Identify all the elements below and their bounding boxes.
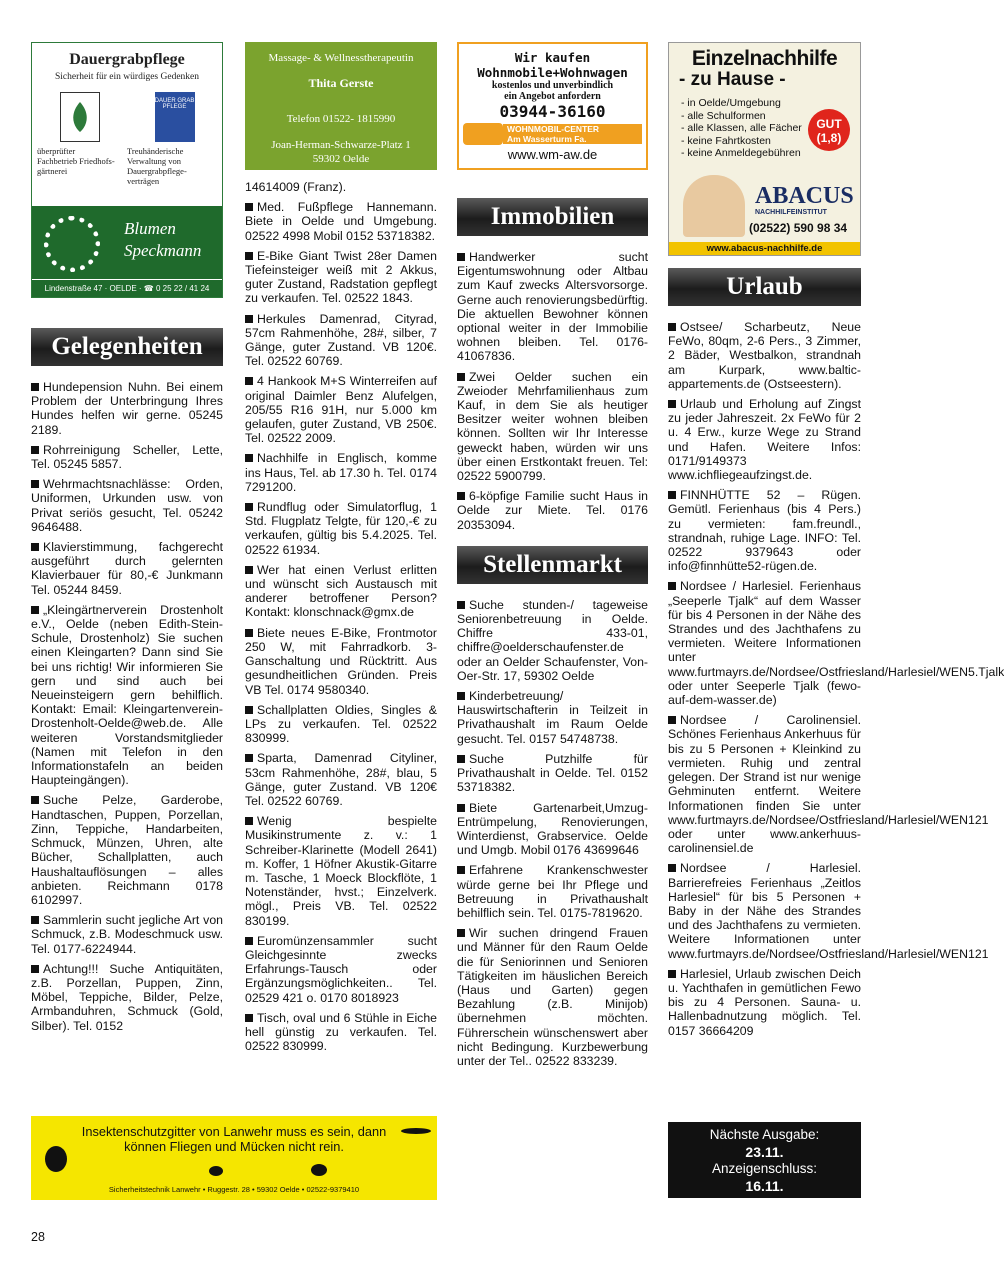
classified-ad — [668, 579, 1004, 708]
classified-ad — [245, 249, 437, 306]
section-heading-stellenmarkt: Stellenmarkt — [457, 546, 648, 584]
classified-ad — [668, 967, 861, 1038]
classified-text: Handwerker sucht Eigentumswohnung oder Altbau zum Kauf zwecks Altersvorsorge. Gerne auch renovierungsbedürftig. Die aktuellen Bewohner können optional weiter in der Immobilie wohnen bleiben. Tel. 0176-41067836. — [457, 250, 648, 364]
wreath-icon — [44, 216, 100, 272]
classified-ad — [457, 863, 648, 920]
classified-ad — [457, 598, 648, 683]
ad-name: Thita Gerste — [308, 76, 374, 90]
ad-col1: überprüfter Fachbetrieb Friedhofs-gärtnerei — [37, 146, 115, 176]
bullet-square-icon — [457, 929, 465, 937]
ad-insektenschutz — [31, 1116, 437, 1200]
column-1 — [31, 322, 223, 1039]
deadline-label: Anzeigenschluss: — [711, 1161, 818, 1176]
bullet-square-icon — [31, 606, 39, 614]
classified-text: Harlesiel, Urlaub zwischen Deich u. Yachthafen in gemütlichen Fewo bis zu 4 Personen. Sauna- u. Hallenbadnutzung möglich. Tel. 0157 36664209 — [668, 966, 861, 1038]
classified-ad — [668, 488, 861, 573]
bullet-square-icon — [668, 400, 676, 408]
ad-title: Dauergrabpflege — [69, 51, 185, 68]
classified-ad — [457, 489, 648, 532]
classified-text: Suche Putzhilfe für Privathaushalt in Oelde. Tel. 0152 53718382. — [457, 751, 648, 795]
bullet-square-icon — [457, 755, 465, 763]
ad-text: Insektenschutzgitter von Lanwehr muss es sein, dann können Fliegen und Mücken nicht rein. — [81, 1124, 387, 1154]
classified-text: Rundflug oder Simulatorflug, 1 Std. Flugplatz Telgte, für 120,-€ zu verkaufen, gültig bis 5.4.2025. Tel. 02522 61934. — [245, 500, 437, 557]
classified-ad — [245, 703, 437, 746]
ad-url: www.abacus-nachhilfe.de — [669, 242, 860, 255]
bullet-square-icon — [245, 315, 253, 323]
classified-text: E-Bike Giant Twist 28er Damen Tiefeinsteiger weiß mit 2 Akkus, guter Zustand, Radstation gepflegt zu verkaufen. Tel. 02522 1843. — [245, 248, 437, 306]
bullet-square-icon — [245, 566, 253, 574]
classified-text: Urlaub und Erholung auf Zingst zu jeder Jahreszeit. 2x FeWo für 2 u. 4 Erw., kurze Wege zu Strand und Hafen. Weitere Infos: 0171/9149373 www.ichfliegeaufzingst.de. — [668, 397, 861, 483]
bullet-square-icon — [245, 706, 253, 714]
ad-col2: Treuhänderische Verwaltung von Dauergrabpflege-verträgen — [127, 146, 187, 186]
ad-phone: (02522) 590 98 34 — [749, 221, 848, 235]
classified-ad — [245, 934, 437, 1005]
classified-ad — [245, 312, 437, 369]
classified-ad — [668, 397, 861, 482]
bullet-square-icon — [668, 323, 676, 331]
ad-line4: ein Angebot anfordern — [504, 91, 601, 102]
column-4 — [668, 262, 1004, 1044]
ad-line3: kostenlos und unverbindlich — [491, 80, 614, 91]
ad-url: www.wm-aw.de — [459, 147, 646, 162]
classified-text: Nordsee / Carolinensiel. Schönes Ferienhaus Ankerhuus für bis zu 5 Personen + Kleinkind zu vermieten. Ruhig und zentral gelegen. Der Strand ist nur wenige Gehminuten entfernt. Weitere Informationen finden Sie unter www.furtmayrs.de/Nordsee/Ostfriesland/Harlesiel/WEN121 oder unter www.ankerhuus-carolinensiel.de — [668, 713, 989, 856]
classified-text: Hundepension Nuhn. Bei einem Problem der Unterbringung Ihres Hundes helfen wir gerne. 05245 2189. — [31, 380, 223, 437]
classified-text: Suche Pelze, Garderobe, Handtaschen, Puppen, Porzellan, Zinn, Teppiche, Handarbeiten, Schmuck, Münzen, Uhren, alte Bücher, Schallplatten, auch Haushaltauflösungen – alles anbieten. Reichmann 0178 6102997. — [31, 793, 223, 907]
bullet-square-icon — [457, 601, 465, 609]
classified-text: Achtung!!! Suche Antiquitäten, z.B. Porzellan, Puppen, Zinn, Möbel, Teppiche, Bilder, Pelze, Armbanduhren, Schmuck (Gold, Silber). Tel. 0152 — [31, 961, 223, 1033]
list-item: - alle Schulformen — [681, 109, 766, 122]
bullet-square-icon — [245, 252, 253, 260]
classified-continued: 14614009 (Franz). — [245, 180, 347, 194]
classified-text: 6-köpfige Familie sucht Haus in Oelde zur Miete. Tel. 0176 20353094. — [457, 489, 648, 532]
bullet-square-icon — [31, 480, 39, 488]
fly-icon — [45, 1146, 67, 1172]
ad-wohnmobile — [457, 42, 648, 170]
next-issue-box — [668, 1122, 861, 1198]
ad-brand: ABACUS — [755, 183, 854, 209]
bullet-square-icon — [245, 1014, 253, 1022]
ad-brand-sub: NACHHILFEINSTITUT — [755, 209, 827, 216]
column-2 — [245, 180, 437, 1059]
classified-ad — [668, 320, 861, 391]
bullet-square-icon — [245, 937, 253, 945]
ad-brand2: Am Wasserturm Fa. — [507, 134, 587, 144]
classified-ad — [31, 477, 223, 534]
ad-dauergrabpflege — [31, 42, 223, 298]
classified-ad — [245, 1011, 437, 1054]
classified-text: Suche stunden-/ tageweise Seniorenbetreuung in Oelde. Chiffre 433-01, chiffre@oelderschaufenster.de oder an Oelder Schaufenster, Von-Oer-Str. 17, 59302 Oelde — [457, 597, 648, 683]
classified-ad — [245, 374, 437, 445]
classifieds-list — [457, 598, 648, 1068]
list-item: - keine Fahrtkosten — [681, 134, 771, 147]
classified-text: Herkules Damenrad, Cityrad, 57cm Rahmenhöhe, 28#, silber, 7 Gänge, guter Zustand. VB 120€. Tel. 02522 60769. — [245, 311, 437, 369]
fly-icon — [209, 1166, 223, 1176]
classified-text: Med. Fußpflege Hannemann. Biete in Oelde und Umgebung. 02522 4998 Mobil 0152 53718382. — [245, 200, 437, 243]
ad-city: 59302 Oelde — [312, 153, 370, 165]
ad-massage — [245, 42, 437, 170]
bullet-square-icon — [31, 543, 39, 551]
classifieds-list — [31, 380, 223, 1033]
classified-ad — [245, 200, 437, 243]
classified-text: Tisch, oval und 6 Stühle in Eiche hell günstig zu verkaufen. Tel. 02522 830999. — [245, 1010, 437, 1054]
classified-ad — [457, 926, 648, 1068]
classified-text: Wer hat einen Verlust erlitten und wünscht sich Austausch mit anderer betroffener Person? Kontakt: klonschnack@gmx.de — [245, 562, 437, 620]
classified-text: Ostsee/ Scharbeutz, Neue FeWo, 80qm, 2-6 Pers., 3 Zimmer, 2 Bäder, Westbalkon, strandnah am Kurpark, www.baltic-appartements.de (Ostseestern). — [668, 320, 861, 391]
section-heading-gelegenheiten: Gelegenheiten — [31, 328, 223, 366]
ad-address: Lindenstraße 47 · OELDE · ☎ 0 25 22 / 41 24 — [32, 279, 222, 297]
classified-text: 4 Hankook M+S Winterreifen auf original Daimler Benz Alufelgen, 205/55 R16 91H, nur 5.000 km gelaufen, guter Zustand, VB 250€. Tel. 02522 2009. — [245, 374, 437, 446]
bullet-square-icon — [668, 864, 676, 872]
classified-ad — [31, 793, 223, 907]
ad-subtitle: - zu Hause - — [679, 69, 786, 90]
classified-text: Wehrmachtsnachlässe: Orden, Uniformen, Urkunden usw. von Privat seriös gesucht, Tel. 05242 9646488. — [31, 477, 223, 534]
classified-ad — [245, 563, 437, 620]
student-photo — [683, 175, 745, 237]
classified-text: Kinderbetreuung/ Hauswirtschafterin in Teilzeit in Privathaushalt im Raum Oelde gesucht. Tel. 0157 54748738. — [457, 689, 648, 746]
van-icon — [463, 123, 503, 145]
classified-ad — [457, 801, 648, 858]
ad-line2: Wohnmobile+Wohnwagen — [477, 65, 628, 80]
ad-phone: Telefon 01522- 1815990 — [286, 113, 396, 125]
bullet-square-icon — [245, 377, 253, 385]
ad-brand1: WOHNMOBIL-CENTER — [507, 124, 600, 134]
page-number: 28 — [31, 1230, 45, 1244]
classified-text: Sparta, Damenrad Cityliner, 53cm Rahmenhöhe, 28#, blau, 5 Gänge, guter Zustand. VB 120€ Tel. 02522 60769. — [245, 751, 437, 808]
ad-nachhilfe — [668, 42, 861, 256]
leaf-logo-icon — [60, 92, 100, 142]
bullet-square-icon — [245, 817, 253, 825]
bullet-square-icon — [457, 492, 465, 500]
classified-ad — [245, 751, 437, 808]
classified-text: Biete neues E-Bike, Frontmotor 250 W, mit Fahrradkorb. 3-Ganschaltung und Rücktritt. Aus gesundheitlichen Gründen. Preis VB Tel. 0174 9580340. — [245, 625, 437, 697]
classified-text: Zwei Oelder suchen ein Zweioder Mehrfamilienhaus zum Kauf, in dem Sie als heutiger Besitzer weiter wohnen bleiben können. Sollten wir Ihr Interesse geweckt haben, würden wir uns über einen Erstkontakt freuen. Tel: 02522 5900799. — [457, 369, 648, 484]
classified-ad — [245, 451, 437, 494]
mosquito-icon — [401, 1128, 431, 1134]
classified-ad — [31, 540, 223, 597]
classified-text: Schallplatten Oldies, Singles & LPs zu verkaufen. Tel. 02522 830999. — [245, 702, 437, 746]
classified-text: Klavierstimmung, fachgerecht ausgeführt durch gelernten Klavierbauer für 80,-€ Junkmann Tel. 05244 8459. — [31, 540, 223, 597]
bullet-square-icon — [457, 373, 465, 381]
list-item: - alle Klassen, alle Fächer — [681, 122, 802, 134]
section-heading-urlaub: Urlaub — [668, 268, 861, 306]
bullet-square-icon — [245, 203, 253, 211]
classified-text: Wenig bespielte Musikinstrumente z. v.: 1 Schreiber-Klarinette (Modell 2641) m. Koffer, 1 Höfner Akustik-Gitarre m. Tasche, 1 Moeck Blockflöte, 1 Notenständer, hvst.; Einzelverk. mögl., Preis VB. Tel. 02522 830199. — [245, 814, 437, 928]
classified-text: Erfahrene Krankenschwester würde gerne bei Ihr Pflege und Betreuung in Privathaushalt behilflich sein. Tel. 0175-7819620. — [457, 863, 648, 920]
classified-ad — [31, 603, 223, 788]
classified-text: Nordsee / Harlesiel. Barrierefreies Ferienhaus „Zeitlos Harlesiel“ für bis 5 Personen + Baby in der Nähe des Strandes und des Jachthafens zu vermieten. Weitere Informationen unter www.furtmayrs.de/Nordsee/Ostfriesland/Harlesiel/WEN121 — [668, 861, 989, 961]
next-issue-label: Nächste Ausgabe: — [709, 1127, 820, 1142]
bullet-square-icon — [31, 796, 39, 804]
classified-ad — [668, 861, 989, 961]
classifieds-list — [245, 200, 437, 1053]
bullet-square-icon — [457, 866, 465, 874]
bullet-square-icon — [457, 253, 465, 261]
column-3 — [457, 192, 648, 1074]
brand-name: Blumen Speckmann — [124, 219, 202, 260]
classified-ad — [457, 752, 648, 795]
ad-line1: Wir kaufen — [514, 50, 591, 65]
classified-text: Sammlerin sucht jegliche Art von Schmuck, z.B. Modeschmuck usw. Tel. 0177-6224944. — [31, 913, 223, 956]
classified-ad — [245, 626, 437, 697]
classified-ad — [457, 689, 648, 746]
dauergrabpflege-logo: DAUER GRAB PFLEGE — [155, 92, 195, 142]
bullet-square-icon — [668, 491, 676, 499]
classified-text: Nachhilfe in Englisch, komme ins Haus, Tel. ab 17.30 h. Tel. 0174 7291200. — [245, 451, 437, 494]
bullet-square-icon — [31, 383, 39, 391]
blumen-banner — [32, 206, 222, 281]
classified-ad — [457, 370, 648, 484]
classified-ad — [245, 814, 437, 928]
bullet-square-icon — [668, 582, 676, 590]
ad-phone: 03944-36160 — [499, 102, 606, 121]
classified-ad — [245, 500, 437, 557]
bullet-square-icon — [245, 454, 253, 462]
bullet-square-icon — [668, 716, 676, 724]
bullet-square-icon — [668, 970, 676, 978]
spider-icon — [311, 1164, 327, 1176]
ad-street: Joan-Herman-Schwarze-Platz 1 — [271, 139, 411, 151]
bullet-square-icon — [457, 692, 465, 700]
list-item: - keine Anmeldegebühren — [681, 147, 801, 159]
classified-text: Euromünzensammler sucht Gleichgesinnte zwecks Erfahrungs-Tausch oder Ergänzungsmöglichkeiten.. Tel. 02529 421 o. 0170 8018923 — [245, 933, 437, 1005]
bullet-square-icon — [457, 804, 465, 812]
list-item: - in Oelde/Umgebung — [681, 97, 781, 109]
classified-text: Wir suchen dringend Frauen und Männer für den Raum Oelde die für Seniorinnen und Senioren Tätigkeiten im häuslichen Bereich (Haus und Garten) gegen Bezahlung (z.B. Minijob) übernehmen möchten. Führerschein wünschenswert aber nicht Bedingung. Kurzbewerbung unter der Tel.. 02522 833239. — [457, 926, 648, 1068]
classified-ad — [31, 443, 223, 471]
classified-text: FINNHÜTTE 52 – Rügen. Gemütl. Ferienhaus (bis 4 Pers.) zu vermieten: fam.freundl., strandnah, ruhige Lage. INFO: Tel. 02522 9379643 oder info@finnhütte52-rügen.de. — [668, 488, 861, 574]
ad-subtitle: Sicherheit für ein würdiges Gedenken — [54, 72, 200, 82]
classified-ad — [31, 962, 223, 1033]
bullet-square-icon — [31, 916, 39, 924]
bullet-square-icon — [31, 965, 39, 973]
bullet-square-icon — [245, 629, 253, 637]
bullet-square-icon — [245, 503, 253, 511]
classified-ad — [31, 913, 223, 956]
deadline-date: 16.11. — [745, 1177, 784, 1194]
bullet-square-icon — [31, 446, 39, 454]
classified-text: Biete Gartenarbeit,Umzug-Entrümpelung, Renovierungen, Winterdienst, Grabservice. Oelde und Umgb. Mobil 0176 43699646 — [457, 800, 648, 858]
bullet-square-icon — [245, 754, 253, 762]
classified-text: Rohrreinigung Scheller, Lette, Tel. 05245 5857. — [31, 442, 223, 472]
classified-ad — [668, 713, 989, 856]
classified-text: „Kleingärtnerverein Drostenholt e.V., Oelde (neben Edith-Stein-Schule, Drostenholz) Sie suchen einen Kleingarten? Dann sind Sie bei uns richtig! Wir informieren Sie gern und sind auch bei Neueinsteigern gern behilflich. Kontakt: Email: Kleingartenverein-Drostenholt-Oelde@web.de. Alle weiteren Vorstandsmitglieder (Namen mit Telefon in den Informationstafeln an beiden Haupteingängen). — [31, 602, 223, 788]
section-heading-immobilien: Immobilien — [457, 198, 648, 236]
rating-badge: GUT (1,8) — [808, 109, 850, 151]
classified-ad — [457, 250, 648, 364]
ad-footer: Sicherheitstechnik Lanwehr • Ruggestr. 28 • 59302 Oelde • 02522-9379410 — [108, 1185, 360, 1194]
classified-ad — [31, 380, 223, 437]
classifieds-list — [457, 250, 648, 532]
next-issue-date: 23.11. — [745, 1143, 784, 1160]
ad-title: Massage- & Wellnesstherapeutin — [268, 52, 414, 64]
classified-text: Nordsee / Harlesiel. Ferienhaus „Seeperle Tjalk“ auf dem Wasser für bis 4 Personen in der Nähe des Strandes und des Jachthafens zu vermieten. Weitere Informationen unter www.furtmayrs.de/Nordsee/Ostfriesland/Harlesiel/WEN5.Tjalk oder unter Seeperle Tjalk (fewo-auf-dem-wasser.de) — [668, 579, 1004, 708]
classifieds-list — [668, 320, 1004, 1038]
ad-title: Einzelnachhilfe — [691, 47, 838, 70]
